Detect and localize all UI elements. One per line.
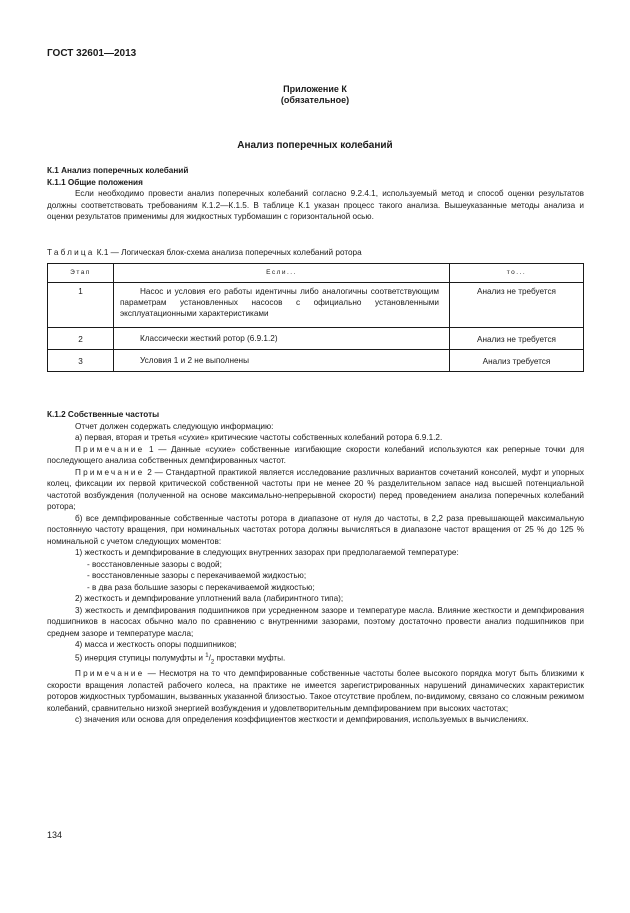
item-a: а) первая, вторая и третья «сухие» критические частоты собственных колебаний ротора 6.9.1.2. xyxy=(75,433,443,442)
header-condition: Если... xyxy=(114,264,450,283)
table-row xyxy=(48,350,584,372)
note-label: Примечание xyxy=(75,444,145,454)
note-3-text: — Несмотря на то что демпфированные собственные частоты более высокого порядка могут быть близкими к скорости вращения лопастей рабочего колеса, на практике не имеется зарегистрированных нарушений динамических характеристик роторов жидкостных турбомашин, вызванных указанной близостью. Такое отсутствие проблем, по-видимому, связано со сложным режимом колебаний, сравнительно низкой энергией возбуждения и удовлетворительным демпфированием при высоких частотах; xyxy=(47,669,584,713)
k12-heading: К.1.2 Собственные частоты xyxy=(47,410,160,419)
annex-status: (обязательное) xyxy=(280,95,350,105)
note-1-text: 1 — Данные «сухие» собственные изгибающие скорости колебаний используются как реперные точки для последующего анализа собственных демпфированных частот. xyxy=(47,444,584,465)
row-result: Анализ требуется xyxy=(450,350,584,372)
item-b5: 5) инерция ступицы полумуфты и $^1/_2$ проставки муфты. xyxy=(75,652,286,665)
note-3 xyxy=(47,668,584,714)
standard-header: ГОСТ 32601—2013 xyxy=(47,48,137,59)
fraction-numerator: 1 xyxy=(205,652,209,659)
header-result: то... xyxy=(450,264,584,283)
row-condition: Классически жесткий ротор (6.9.1.2) xyxy=(114,328,450,350)
item-b2: 2) жесткость и демпфирование уплотнений вала (лабиринтного типа); xyxy=(75,594,344,603)
section-k1 xyxy=(47,165,584,223)
dash-item: - восстановленные зазоры с водой; xyxy=(87,559,222,569)
table-wrapper xyxy=(47,263,584,372)
table-row xyxy=(48,283,584,328)
item-b4: 4) масса и жесткость опоры подшипников; xyxy=(75,640,237,649)
row-stage: 2 xyxy=(48,328,114,350)
dash-item: - в два раза большие зазоры с перекачиваемой жидкостью; xyxy=(87,582,315,592)
note-1 xyxy=(47,444,584,467)
item-b3: 3) жесткость и демпфирования подшипников при усредненном зазоре и температуре масла. Влияние жесткости и демпфирования подшипников в насосах обычно мало по сравнению с внутренними зазорами, поэтому достаточно провести анализ подшипников при среднем зазоре и температуре масла; xyxy=(47,605,584,638)
item-b5-text: 5) инерция ступицы полумуфты и xyxy=(75,653,206,663)
note-2 xyxy=(47,467,584,513)
row-condition: Насос и условия его работы идентичны либо аналогичны соответствующим параметрам установленных насосов с официально установленными эксплуатационными характеристиками xyxy=(114,283,450,328)
k11-paragraph: Если необходимо провести анализ поперечных колебаний согласно 9.2.4.1, используемый метод и способ оценки результатов должны соответствовать требованиям К.1.2—К.1.5. В таблице К.1 указан процесс такого анализа. Вышеуказанные методы анализа и оценки результатов применимы для жидкостных турбомашин с горизонтальной осью. xyxy=(47,189,584,221)
note-2-text: 2 — Стандартной практикой является исследование различных вариантов сочетаний консолей, муфт и упорных колец, фиксации их первой критической собственной частоты при не менее 20 % разделительном запасе над высшей потенциальной частотой возбуждения (полученной на основе максимально-непрерывной скорости) перед проведением анализа поперечных колебаний ротора; xyxy=(47,467,584,511)
table-caption-text: К.1 — Логическая блок-схема анализа поперечных колебаний ротора xyxy=(94,248,362,257)
page-number: 134 xyxy=(47,830,63,840)
dash-item: - восстановленные зазоры с перекачиваемой жидкостью; xyxy=(87,571,307,580)
k12-intro: Отчет должен содержать следующую информацию: xyxy=(75,421,274,431)
item-b5-end: проставки муфты. xyxy=(214,653,286,663)
annex-title: Приложение К xyxy=(283,84,347,94)
table-caption xyxy=(47,247,584,259)
note-label: Примечание xyxy=(75,467,145,477)
header-stage: Этап xyxy=(48,264,114,283)
item-b: б) все демпфированные собственные частоты ротора в диапазоне от нуля до частоты, в 2,2 раза превышающей максимальную постоянную частоту вращения, при номинальных частотах ротора должны вычисляться в диапазоне частот вращения от 25 % до 125 % номинальной с учетом следующих моментов: xyxy=(47,513,584,546)
k1-heading: К.1 Анализ поперечных колебаний xyxy=(47,166,189,175)
row-stage: 3 xyxy=(48,350,114,372)
section-title: Анализ поперечных колебаний xyxy=(237,140,393,151)
note-label: Примечание xyxy=(75,669,145,679)
item-c: с) значения или основа для определения коэффициентов жесткости и демпфирования, используемых в вычислениях. xyxy=(75,715,529,725)
k11-heading: К.1.1 Общие положения xyxy=(47,177,143,187)
table-caption-prefix: Таблица xyxy=(47,248,95,257)
item-b1: 1) жесткость и демпфирование в следующих внутренних зазорах при предполагаемой температуре: xyxy=(75,548,459,557)
row-condition: Условия 1 и 2 не выполнены xyxy=(114,350,450,372)
fraction-denominator: 2 xyxy=(210,658,215,665)
table-header-row xyxy=(48,264,584,283)
row-result: Анализ не требуется xyxy=(450,328,584,350)
row-result: Анализ не требуется xyxy=(450,283,584,328)
section-k12 xyxy=(47,409,584,726)
flow-table xyxy=(47,263,584,372)
row-stage: 1 xyxy=(48,283,114,328)
table-row xyxy=(48,328,584,350)
